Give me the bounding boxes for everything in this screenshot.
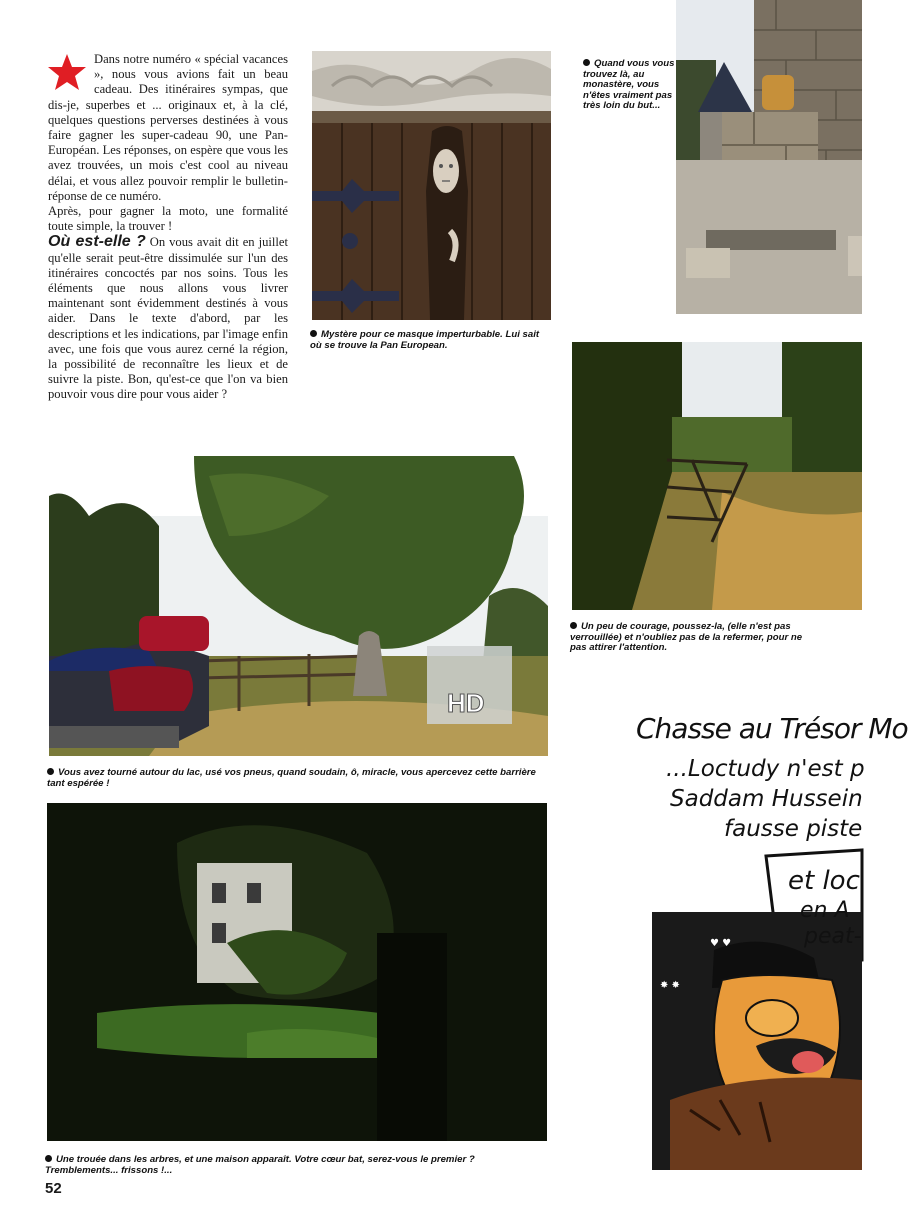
comic-line-4: fausse piste [724,816,863,842]
caption-barrier [47,768,552,789]
comic-bubble-line-2: en A [800,898,850,923]
caption-monastery-text: Quand vous vous trouvez là, au monastère, vous n'êtes vraiment pas très loin du but... [583,58,675,112]
photo-mask-door [312,51,551,320]
bullet-icon [47,768,54,775]
photo-barrier-motorcycle [49,456,548,756]
intro-paragraph-1: Dans notre numéro « spécial vacances », nous vous avions fait un beau cadeau. Des itinéraires sympas, que dis-je, superbes et ... originaux et, à la clé, quelques questions perverses destinées à vous faire gagner les super-cadeau 90, une Pan-Européan. Les réponses, on espère que vous les avez trouvées, un mois c'est cool au niveau délai, et vous allez pouvoir remplir le bulletin-réponse de ce numéro. [48,52,288,203]
house-trees-illustration [47,803,547,1141]
comic-title: Chasse au Trésor Mo [636,712,908,745]
svg-text:✸ ✸: ✸ ✸ [660,980,680,991]
intro-paragraph-3 [48,234,288,402]
comic-line-3: Saddam Hussein [670,786,863,812]
intro-paragraph-2: Après, pour gagner la moto, une formalité toute simple, la trouver ! [48,204,288,234]
photo-house-trees [47,803,547,1141]
comic-bubble-line-1: et loc [788,866,860,896]
caption-mask-text: Mystère pour ce masque imperturbable. Lui sait où se trouve la Pan European. [310,329,540,351]
caption-monastery [583,59,675,112]
caption-house [45,1155,550,1176]
bullet-icon [583,59,590,66]
comic-line-2: ...Loctudy n'est p [666,756,865,782]
caption-gate [570,622,820,654]
subhead: Où est-elle ? [48,233,146,251]
mask-door-illustration [312,51,551,320]
comic-panel [630,690,908,1170]
svg-text:♥ ♥: ♥ ♥ [710,938,732,949]
caption-gate-text: Un peu de courage, poussez-la, (elle n'est pas verrouillée) et n'oubliez pas de la refermer, pour ne pas attirer l'attention. [570,621,803,654]
caption-barrier-text: Vous avez tourné autour du lac, usé vos pneus, quand soudain, ô, miracle, vous apercevez cette barrière tant espérée ! [47,767,536,789]
red-star-icon [46,52,88,92]
caption-mask [310,330,550,351]
photo-gate [572,342,862,610]
photo-monastery [676,0,862,314]
bullet-icon [570,622,577,629]
monastery-illustration [676,0,862,314]
intro-paragraph-3-text: On vous avait dit en juillet qu'elle serait peut-être dissimulée sur l'un des itinéraires concoctés par nos soins. Tous les éléments que nous allons vous livrer maintenant sont évidemment destinés à vous aider. Dans le texte d'abord, par les descriptions et les indications, par l'image enfin avec, une fois que vous aurez cerné la région, la possibilité de reconnaître les lieux et de suivre la piste. Bon, qu'est-ce que l'on va bien pouvoir vous dire pour vous aider ? [48,235,288,402]
gate-illustration [572,342,862,610]
comic-bubble-line-3: peat- [804,924,862,949]
watermark: HD [447,688,485,718]
caption-house-text: Une trouée dans les arbres, et une maison apparaît. Votre cœur bat, serez-vous le premier ? Tremblements... frissons !... [45,1154,475,1176]
intro-text [48,52,288,403]
page-number: 52 [45,1180,62,1197]
bullet-icon [45,1155,52,1162]
bullet-icon [310,330,317,337]
